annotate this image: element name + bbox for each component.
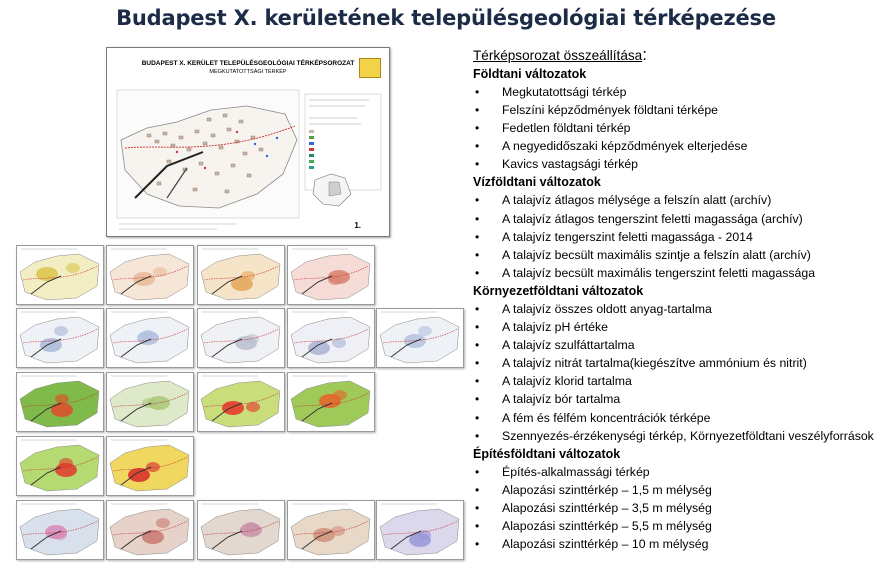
main-map-subheader: MEGKUTATOTTSÁGI TÉRKÉP [209,69,287,75]
bullet-icon: • [475,229,480,244]
bullet-icon: • [475,85,480,99]
list-item [473,481,888,499]
list-item [473,246,888,264]
list-item-text: Fedetlen földtani térkép [502,121,631,136]
thumb-r1-c2 [106,245,194,305]
thumb-r3-c3 [197,372,285,432]
thumb-r5-c4 [287,500,375,560]
bullet-icon: • [475,121,480,136]
thumb-r4-c1 [16,436,104,496]
main-map-drawing [107,48,389,236]
list-item [473,210,888,228]
bullet-icon: • [475,193,480,208]
list-item [473,517,888,535]
list-item [473,318,888,336]
group-heading: Építésföldtani változatok [473,446,621,461]
list-item [473,264,888,282]
bullet-icon: • [475,320,480,335]
list-item-text: A talajvíz becsült maximális tengerszint feletti magassága [502,265,816,280]
list-item [473,137,888,155]
list-item-text: A talajvíz bór tartalma [502,392,621,407]
list-item-text: Alapozási szinttérkép – 5,5 m mélység [502,518,712,533]
thumb-r2-c1 [16,308,104,368]
group-heading: Vízföldtani változatok [473,175,601,190]
list-item-text: Felszíni képződmények földtani térképe [502,103,718,118]
group-heading: Földtani változatok [473,67,587,81]
list-item [473,535,888,553]
bullet-icon: • [475,247,480,262]
bullet-icon: • [475,482,480,497]
list-item-text: A talajvíz összes oldott anyag-tartalma [502,301,712,316]
thumb-r3-c1 [16,372,104,432]
group-items [473,463,888,553]
bullet-icon: • [475,428,480,443]
list-item [473,83,888,101]
list-item-text: A talajvíz nitrát tartalma(kiegészítve ammónium és nitrit) [502,356,807,371]
list-item [473,191,888,209]
list-item-text: Alapozási szinttérkép – 10 m mélység [502,537,709,552]
thumb-r5-c2 [106,500,194,560]
list-item [473,372,888,390]
bullet-icon: • [475,211,480,226]
thumb-r1-c3 [197,245,285,305]
list-item [473,409,888,427]
map-series-panel [473,46,888,553]
list-item-text: A talajvíz pH értéke [502,320,608,335]
group-items [473,83,888,173]
thumb-r4-c2 [106,436,194,496]
list-item [473,155,888,173]
thumb-r3-c4 [287,372,375,432]
list-item-text: A negyedidőszaki képződmények elterjedése [502,139,748,154]
bullet-icon: • [475,301,480,316]
panel-title-colon: : [642,45,647,64]
thumb-r5-c3 [197,500,285,560]
list-item-text: A talajvíz átlagos mélysége a felszín alatt (archív) [502,193,772,208]
list-item-text: Építés-alkalmassági térkép [502,464,650,479]
thumb-r2-c2 [106,308,194,368]
group-items [473,191,888,281]
page-title: Budapest X. kerületének településgeológiai térképezése [116,6,776,30]
list-item [473,119,888,137]
thumb-r3-c2 [106,372,194,432]
thumb-r2-c5 [376,308,464,368]
list-item-text: A talajvíz becsült maximális szintje a felszín alatt (archív) [502,247,811,262]
thumb-r5-c1 [16,500,104,560]
list-item-text: Szennyezés-érzékenységi térkép, Környezetföldtani veszélyforrások [502,428,874,443]
panel-title-text: Térképsorozat összeállítása [473,48,643,63]
list-item [473,390,888,408]
thumb-r1-c4 [287,245,375,305]
bullet-icon: • [475,518,480,533]
bullet-icon: • [475,392,480,407]
bullet-icon: • [475,464,480,479]
thumb-r5-c5 [376,500,464,560]
list-item-text: A talajvíz tengerszint feletti magassága - 2014 [502,229,753,244]
list-item-text: A talajvíz klorid tartalma [502,374,632,389]
bullet-icon: • [475,537,480,552]
list-item [473,354,888,372]
list-item [473,101,888,119]
group-items [473,300,888,445]
list-item [473,463,888,481]
thumb-r2-c4 [287,308,375,368]
group-list [473,65,888,553]
list-item-text: A talajvíz szulfáttartalma [502,338,635,353]
list-item [473,336,888,354]
bullet-icon: • [475,356,480,371]
list-item-text: Kavics vastagsági térkép [502,157,639,172]
bullet-icon: • [475,410,480,425]
list-item [473,228,888,246]
list-item-text: A talajvíz átlagos tengerszint feletti magassága (archív) [502,211,803,226]
thumb-r2-c3 [197,308,285,368]
bullet-icon: • [475,265,480,280]
group-heading: Környezetföldtani változatok [473,283,644,298]
list-item [473,499,888,517]
panel-title [473,46,888,65]
bullet-icon: • [475,374,480,389]
list-item-text: Alapozási szinttérkép – 1,5 m mélység [502,482,712,497]
bullet-icon: • [475,139,480,154]
list-item [473,427,888,445]
main-map-image [106,47,390,237]
list-item-text: Alapozási szinttérkép – 3,5 m mélység [502,500,712,515]
main-map-header: BUDAPEST X. KERÜLET TELEPÜLÉSGEOLÓGIAI TÉRKÉPSOROZAT [141,60,355,67]
list-item-text: A fém és félfém koncentrációk térképe [502,410,711,425]
bullet-icon: • [475,103,480,118]
list-item-text: Megkutatottsági térkép [502,85,627,99]
bullet-icon: • [475,338,480,353]
bullet-icon: • [475,500,480,515]
list-item [473,300,888,318]
bullet-icon: • [475,157,480,172]
thumb-r1-c1 [16,245,104,305]
main-map-number: 1. [354,221,361,230]
